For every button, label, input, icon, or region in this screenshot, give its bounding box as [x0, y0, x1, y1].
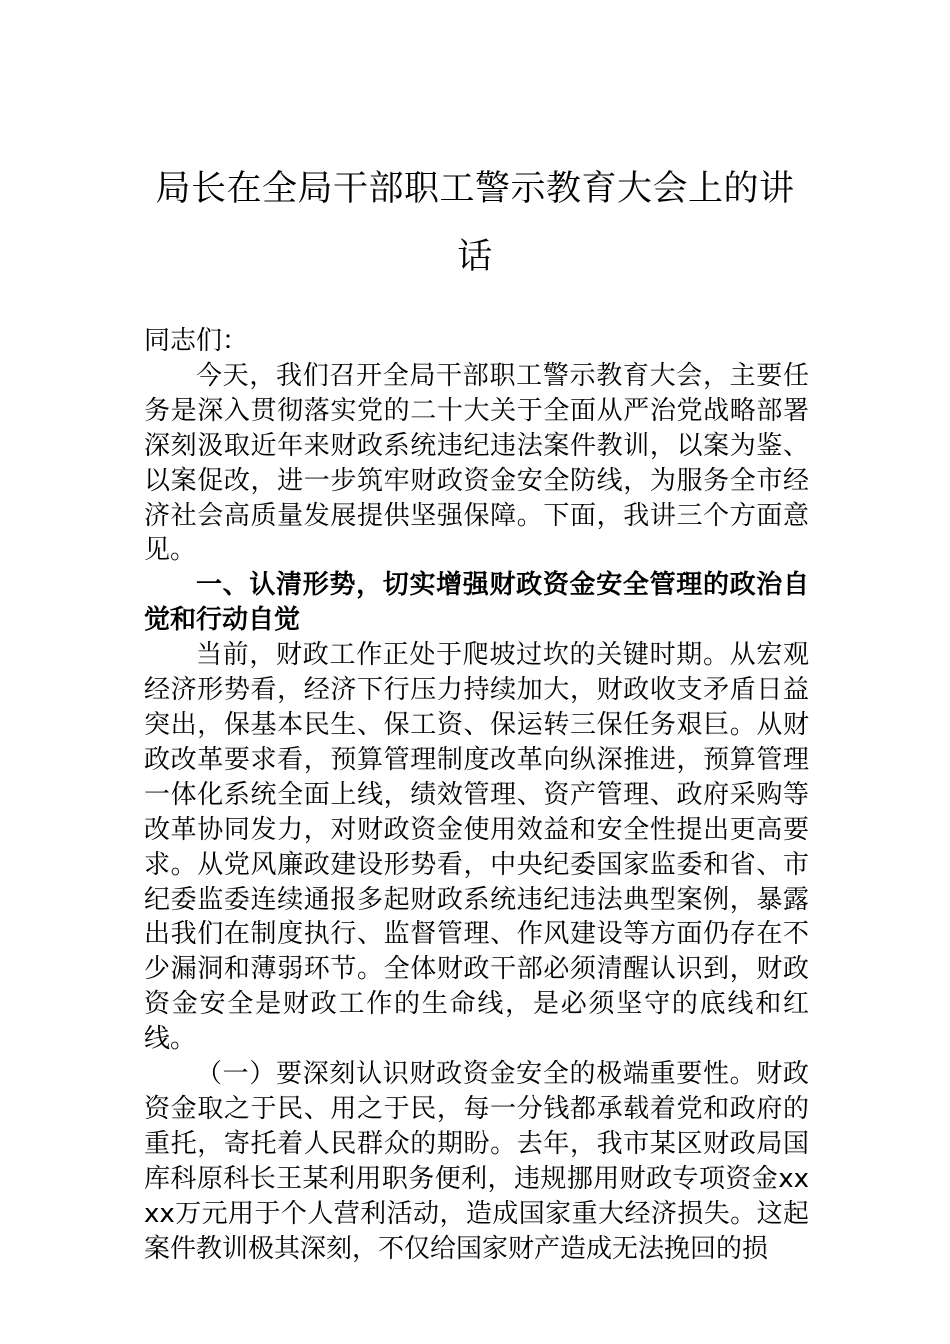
- document-title-line-1: 局长在全局干部职工警示教育大会上的讲: [155, 169, 795, 209]
- section-1-heading: 一、认清形势，切实增强财政资金安全管理的政治自觉和行动自觉: [144, 570, 809, 636]
- document-title-line-2: 话: [457, 237, 493, 277]
- paragraph-section-1: 当前，财政工作正处于爬坡过坎的关键时期。从宏观经济形势看，经济下行压力持续加大，财政收支矛盾日益突出，保基本民生、保工资、保运转三保任务艰巨。从财政改革要求看，预算管理制度改革向纵深推进，预算管理一体化系统全面上线，绩效管理、资产管理、政府采购等改革协同发力，对财政资金使用效益和安全性提出更高要求。从党风廉政建设形势看，中央纪委国家监委和省、市纪委监委连续通报多起财政系统违纪违法典型案例，暴露出我们在制度执行、监督管理、作风建设等方面仍存在不少漏洞和薄弱环节。全体财政干部必须清醒认识到，财政资金安全是财政工作的生命线，是必须坚守的底线和红线。: [144, 640, 809, 1055]
- paragraph-subsection-1: （一）要深刻认识财政资金安全的极端重要性。财政资金取之于民、用之于民，每一分钱都承载着党和政府的重托，寄托着人民群众的期盼。去年，我市某区财政局国库科原科长王某利用职务便利，违规挪用财政专项资金xxxx万元用于个人营利活动，造成国家重大经济损失。这起案件教训极其深刻，不仅给国家财产造成无法挽回的损: [144, 1059, 809, 1264]
- salutation: 同志们：: [144, 326, 249, 356]
- paragraph-intro: 今天，我们召开全局干部职工警示教育大会，主要任务是深入贯彻落实党的二十大关于全面从严治党战略部署深刻汲取近年来财政系统违纪违法案件教训，以案为鉴、以案促改，进一步筑牢财政资金安全防线，为服务全市经济社会高质量发展提供坚强保障。下面，我讲三个方面意见。: [144, 360, 809, 566]
- document-body: [144, 324, 809, 1266]
